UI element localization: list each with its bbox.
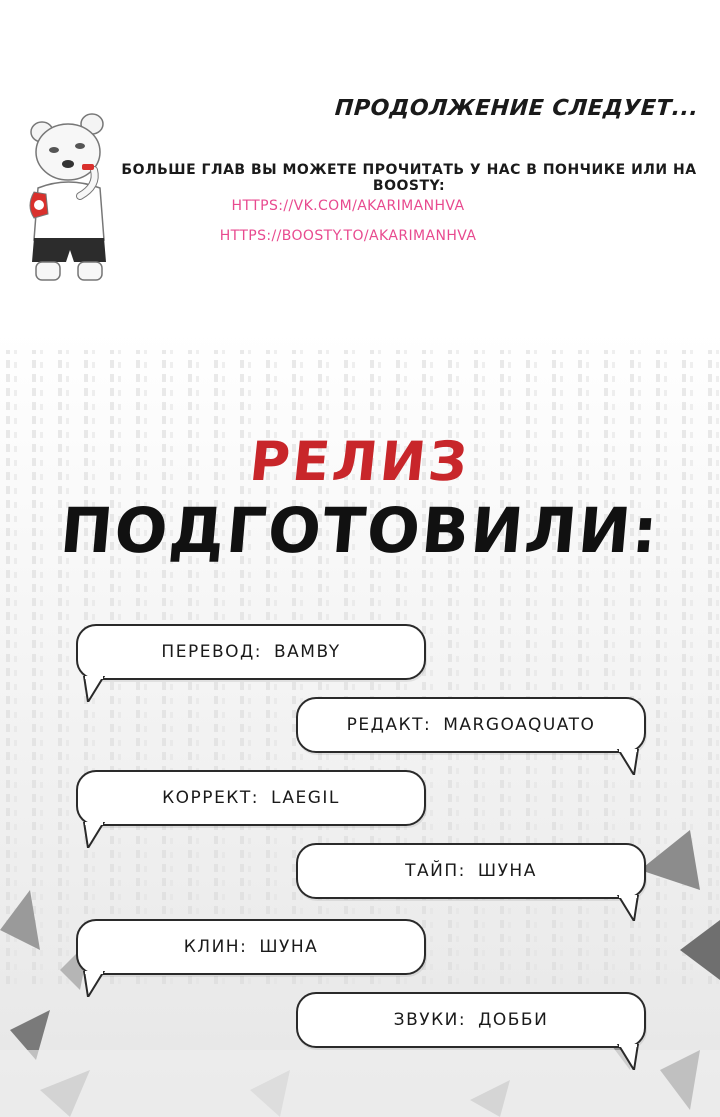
credit-person: ШУНА xyxy=(477,861,537,881)
speech-tail-icon xyxy=(82,971,106,997)
speech-tail-icon xyxy=(82,676,106,702)
credit-person: ШУНА xyxy=(259,937,319,957)
continue-notice: ПРОДОЛЖЕНИЕ СЛЕДУЕТ... xyxy=(333,96,699,121)
speech-tail-icon xyxy=(616,749,640,775)
credit-person: MARGOAQUATO xyxy=(443,715,596,735)
credit-person: ДОББИ xyxy=(478,1010,549,1030)
credit-role: ПЕРЕВОД: xyxy=(161,642,262,662)
credit-bubble-cleaning xyxy=(76,919,426,975)
credits-title-line1: РЕЛИЗ xyxy=(246,430,474,493)
credit-role: КОРРЕКТ: xyxy=(162,788,259,808)
credit-person: LAEGIL xyxy=(271,788,340,808)
credit-bubble-sound xyxy=(296,992,646,1048)
more-chapters-text: БОЛЬШЕ ГЛАВ ВЫ МОЖЕТЕ ПРОЧИТАТЬ У НАС В ПОНЧИКЕ ИЛИ НА BOOSTY: xyxy=(121,162,697,194)
speech-tail-icon xyxy=(616,895,640,921)
boosty-link[interactable]: HTTPS://BOOSTY.TO/AKARIMANHVA xyxy=(219,228,477,244)
credit-bubble-editor xyxy=(296,697,646,753)
credit-role: РЕДАКТ: xyxy=(346,715,432,735)
credit-bubble-typesetting xyxy=(296,843,646,899)
credit-bubble-translation xyxy=(76,624,426,680)
credit-role: ТАЙП: xyxy=(405,861,466,881)
speech-tail-icon xyxy=(616,1044,640,1070)
credit-role: ЗВУКИ: xyxy=(393,1010,467,1030)
speech-tail-icon xyxy=(82,822,106,848)
credit-person: BAMBY xyxy=(274,642,341,662)
credits-title-line2: ПОДГОТОВИЛИ: xyxy=(57,494,663,567)
bear-mascot-icon xyxy=(20,110,120,290)
credit-bubble-proofreading xyxy=(76,770,426,826)
credit-role: КЛИН: xyxy=(183,937,248,957)
vk-link[interactable]: HTTPS://VK.COM/AKARIMANHVA xyxy=(231,198,465,214)
